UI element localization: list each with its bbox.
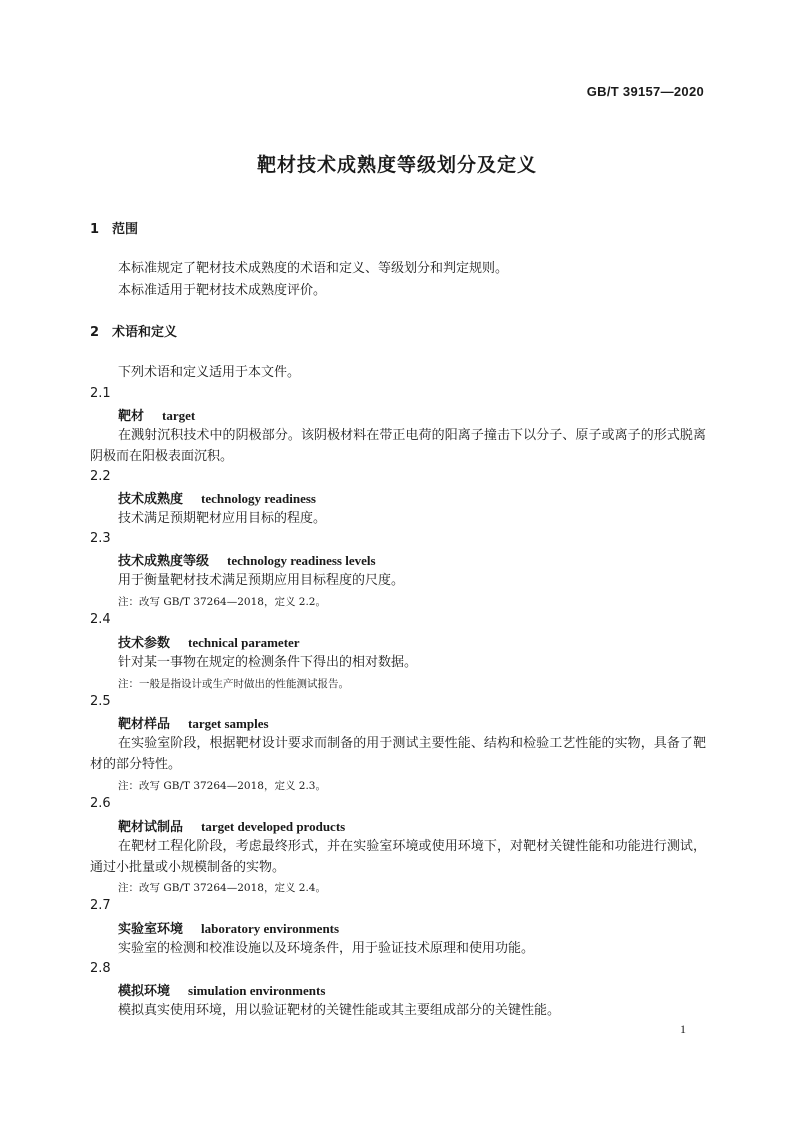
- term-entry: [118, 488, 316, 507]
- clause-number: 2.6: [90, 796, 111, 811]
- term-en: target developed products: [201, 819, 346, 834]
- term-entry: [118, 405, 195, 424]
- term-definition: 在靶材工程化阶段，考虑最终形式，并在实验室环境或使用环境下，对靶材关键性能和功能进行测试，通过小批量或小规模制备的实物。: [90, 839, 706, 875]
- term-en: laboratory environments: [201, 921, 340, 936]
- section-number: 2: [90, 325, 100, 340]
- paragraph: 本标准适用于靶材技术成熟度评价。: [118, 283, 327, 298]
- paragraph: 下列术语和定义适用于本文件。: [118, 365, 301, 380]
- term-en: target: [162, 408, 196, 423]
- term-entry: [118, 550, 376, 569]
- term-definition: 在溅射沉积技术中的阴极部分。该阴极材料在带正电荷的阳离子撞击下以分子、原子或离子的形式脱离阴极而在阳极表面沉积。: [90, 428, 706, 464]
- term-entry: [118, 632, 300, 651]
- term-note: 注：一般是指设计或生产时做出的性能测试报告。: [118, 678, 349, 690]
- standard-number: GB/T 39157—2020: [586, 84, 704, 99]
- term-definition: 针对某一事物在规定的检测条件下得出的相对数据。: [118, 655, 418, 670]
- term-entry: [118, 713, 269, 732]
- term-note: 注：改写 GB/T 37264—2018，定义 2.3。: [118, 780, 326, 792]
- term-definition: 模拟真实使用环境，用以验证靶材的关键性能或其主要组成部分的关键性能。: [118, 1003, 561, 1018]
- term-definition: 技术满足预期靶材应用目标的程度。: [118, 511, 327, 526]
- term-en: technical parameter: [188, 635, 300, 650]
- clause-number: 2.5: [90, 694, 111, 709]
- term-note: 注：改写 GB/T 37264—2018，定义 2.2。: [118, 596, 326, 608]
- term-zh: 实验室环境: [118, 922, 184, 937]
- clause-number: 2.7: [90, 898, 111, 913]
- term-zh: 技术成熟度: [118, 492, 184, 507]
- term-zh: 靶材: [118, 409, 145, 424]
- term-entry: [118, 816, 345, 835]
- term-zh: 技术成熟度等级: [118, 554, 210, 569]
- term-definition: 在实验室阶段，根据靶材设计要求而制备的用于测试主要性能、结构和检验工艺性能的实物，具备了靶材的部分特性。: [90, 736, 706, 772]
- clause-number: 2.1: [90, 386, 111, 401]
- term-definition: 用于衡量靶材技术满足预期应用目标程度的尺度。: [118, 573, 405, 588]
- term-en: target samples: [188, 716, 269, 731]
- section-heading-scope: [90, 218, 138, 237]
- term-zh: 模拟环境: [118, 984, 171, 999]
- term-zh: 靶材试制品: [118, 820, 184, 835]
- clause-number: 2.4: [90, 612, 111, 627]
- term-entry: [118, 980, 325, 999]
- term-zh: 靶材样品: [118, 717, 171, 732]
- section-heading-terms: [90, 321, 177, 340]
- section-title: 术语和定义: [112, 325, 178, 340]
- term-entry: [118, 918, 339, 937]
- clause-number: 2.2: [90, 469, 111, 484]
- section-title: 范围: [112, 222, 139, 237]
- page-number: 1: [680, 1022, 686, 1036]
- term-note: 注：改写 GB/T 37264—2018，定义 2.4。: [118, 882, 326, 894]
- term-definition: 实验室的检测和校准设施以及环境条件，用于验证技术原理和使用功能。: [118, 941, 535, 956]
- term-en: technology readiness levels: [227, 553, 376, 568]
- paragraph: 本标准规定了靶材技术成熟度的术语和定义、等级划分和判定规则。: [118, 261, 509, 276]
- term-en: simulation environments: [188, 983, 326, 998]
- document-title: 靶材技术成熟度等级划分及定义: [256, 154, 537, 176]
- term-en: technology readiness: [201, 491, 316, 506]
- section-number: 1: [90, 222, 100, 237]
- clause-number: 2.3: [90, 531, 111, 546]
- clause-number: 2.8: [90, 961, 111, 976]
- term-zh: 技术参数: [118, 636, 171, 651]
